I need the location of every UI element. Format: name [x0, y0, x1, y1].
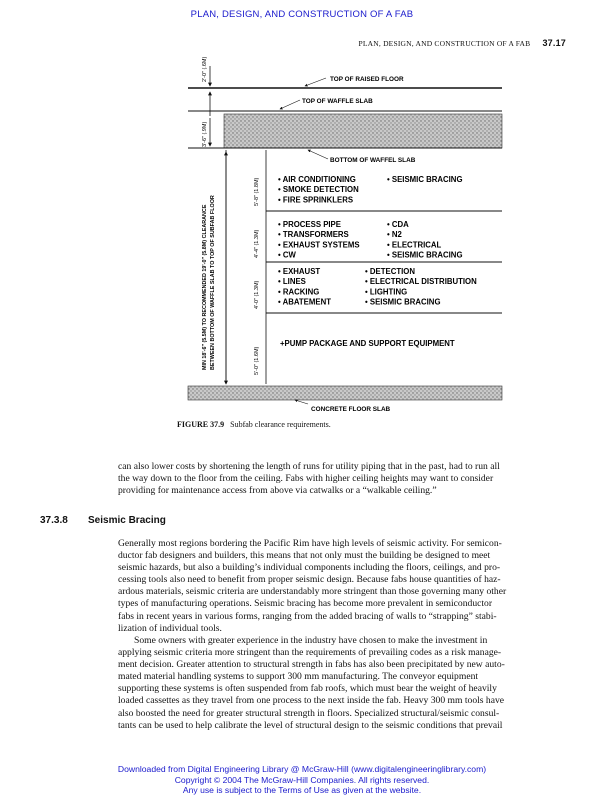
concrete-floor-slab — [188, 386, 502, 400]
footer-line: Copyright © 2004 The McGraw-Hill Companies. All rights reserved. — [174, 774, 430, 785]
page-number: 37.17 — [542, 38, 566, 48]
zone3-right-list — [365, 267, 477, 307]
zone4-label: +PUMP PACKAGE AND SUPPORT EQUIPMENT — [280, 339, 455, 348]
zone-list-item: • SEISMIC BRACING — [387, 250, 463, 260]
source-banner: PLAN, DESIGN, AND CONSTRUCTION OF A FAB — [190, 9, 414, 20]
label-bottom-waffle-slab: BOTTOM OF WAFFEL SLAB — [330, 157, 416, 164]
text-line: the way down to the floor from the ceiling. Fabs with higher ceiling heights may want to consider — [118, 473, 494, 485]
footer-line[interactable]: Downloaded from Digital Engineering Library @ McGraw-Hill (www.digitalengineeringlibrary.com) — [117, 764, 487, 774]
paragraph-3 — [118, 635, 566, 732]
zone-list-item: • CDA — [387, 220, 409, 229]
zone-list-item: • AIR CONDITIONING — [278, 175, 356, 184]
text-line: also boosted the need for greater structural strength in floors. Specialized structural/seismic consul- — [118, 707, 500, 719]
zone-list-item: • N2 — [387, 230, 402, 240]
label-top-raised-floor: TOP OF RAISED FLOOR — [330, 76, 404, 83]
zone-list-item: • TRANSFORMERS — [278, 230, 349, 240]
figure-caption — [177, 420, 331, 429]
zone-list-item: • SEISMIC BRACING — [387, 175, 463, 184]
zone2-left-list — [278, 220, 360, 260]
paragraph-1 — [118, 461, 566, 497]
zone-list-item: • EXHAUST SYSTEMS — [278, 240, 360, 250]
text-line: mated material handling systems to support 300 mm manufacturing. The conveyor equipment — [118, 671, 479, 683]
text-line: lization of individual tools. — [118, 622, 222, 634]
section-number: 37.3.8 — [40, 515, 68, 526]
label-top-waffle-slab: TOP OF WAFFLE SLAB — [302, 98, 373, 105]
zone-list-item: • PROCESS PIPE — [278, 220, 341, 229]
text-line: Generally most regions bordering the Pacific Rim have high levels of seismic activity. For semicon- — [118, 538, 502, 549]
dim-zone2: 4'-4" (1.3M) — [254, 229, 260, 258]
text-line: applying seismic criteria more stringent than the requirements of prevailing codes as a risk manage- — [118, 647, 502, 659]
label-concrete-floor-slab: CONCRETE FLOOR SLAB — [311, 406, 391, 413]
text-line: supporting these systems is often suspended from fab roofs, which must bear the weight of heavily — [118, 683, 497, 695]
text-line: cessing tools also need to benefit from proper seismic design. Because fabs house quantities of haz- — [118, 574, 501, 586]
zone-list-item: • LIGHTING — [365, 287, 408, 297]
copyright-footer — [0, 764, 604, 796]
zone-list-item: • CW — [278, 250, 296, 260]
paragraph-2 — [118, 538, 566, 635]
text-line: fabs in recent years in various forms, ranging from the added bracing of walls to “strapping” stabi- — [118, 610, 497, 622]
zone-list-item: • DETECTION — [365, 267, 415, 276]
dim-raised: 2'-0" (.6M) — [202, 56, 208, 82]
zone-list-item: • EXHAUST — [278, 267, 321, 276]
running-head-title: PLAN, DESIGN, AND CONSTRUCTION OF A FAB — [358, 39, 531, 48]
dim-zone1: 5'-8" (1.8M) — [254, 177, 260, 206]
text-line: types of manufacturing operations. Seismic bracing has become more prevalent in semiconductor — [118, 598, 493, 610]
zone-list-item: • ABATEMENT — [278, 297, 331, 307]
zone1-left-list — [278, 175, 359, 204]
zone-list-item: • SEISMIC BRACING — [365, 297, 441, 307]
zone-list-item: • RACKING — [278, 287, 320, 297]
side-note-1: MIN 18'-6" (5.5M) TO RECOMMENDED 19'-0" (5.8M) CLEARANCE — [202, 204, 208, 370]
text-line: ment decision. Greater attention to structural strength in fabs has also been precipitated by new auto- — [118, 659, 505, 671]
text-line: ductor fab designers and builders, this means that not only must the building be designed to meet — [118, 550, 491, 562]
text-line: Some owners with greater experience in the industry have chosen to make the investment in — [134, 635, 488, 646]
zone2-right-list — [387, 220, 463, 260]
text-line: ardous materials, seismic criteria are understandably more stringent than those governing many other — [118, 586, 507, 598]
text-line: seismic hazards, but also a building’s individual components including the floors, ceilings, and pro- — [118, 562, 501, 574]
caption-label: FIGURE 37.9 — [177, 420, 225, 429]
dim-waffle: 3'-6" (.9M) — [202, 121, 208, 147]
zone-list-item: • LINES — [278, 277, 306, 287]
zone-list-item: • ELECTRICAL DISTRIBUTION — [365, 277, 477, 287]
zone1-right-list — [387, 175, 463, 184]
dim-zone3: 4'-0" (1.3M) — [254, 280, 260, 309]
text-line: providing for maintenance access from above via catwalks or a “walkable ceiling.” — [118, 485, 437, 497]
footer-line: Any use is subject to the Terms of Use as given at the website. — [182, 785, 422, 795]
zone-list-item: • FIRE SPRINKLERS — [278, 195, 354, 205]
dim-zone4: 5'-0" (1.6M) — [254, 346, 260, 375]
section-heading — [40, 515, 166, 526]
section-title: Seismic Bracing — [88, 515, 166, 526]
waffle-slab — [224, 114, 502, 148]
zone-list-item: • SMOKE DETECTION — [278, 185, 359, 195]
text-line: can also lower costs by shortening the length of runs for utility piping that in the past, had to run all — [118, 461, 500, 472]
text-line: loaded cassettes as they travel from one process to the next inside the fab. Heavy 300 mm tools have — [118, 695, 505, 707]
zone-list-item: • ELECTRICAL — [387, 240, 442, 250]
text-line: tants can be used to help calibrate the level of structural design to the seismic conditions that prevail — [118, 719, 503, 731]
side-note-2: BETWEEN BOTTOM OF WAFFLE SLAB TO TOP OF SUBFAB FLOOR — [210, 195, 216, 370]
zone3-left-list — [278, 267, 331, 307]
caption-text: Subfab clearance requirements. — [230, 420, 331, 429]
